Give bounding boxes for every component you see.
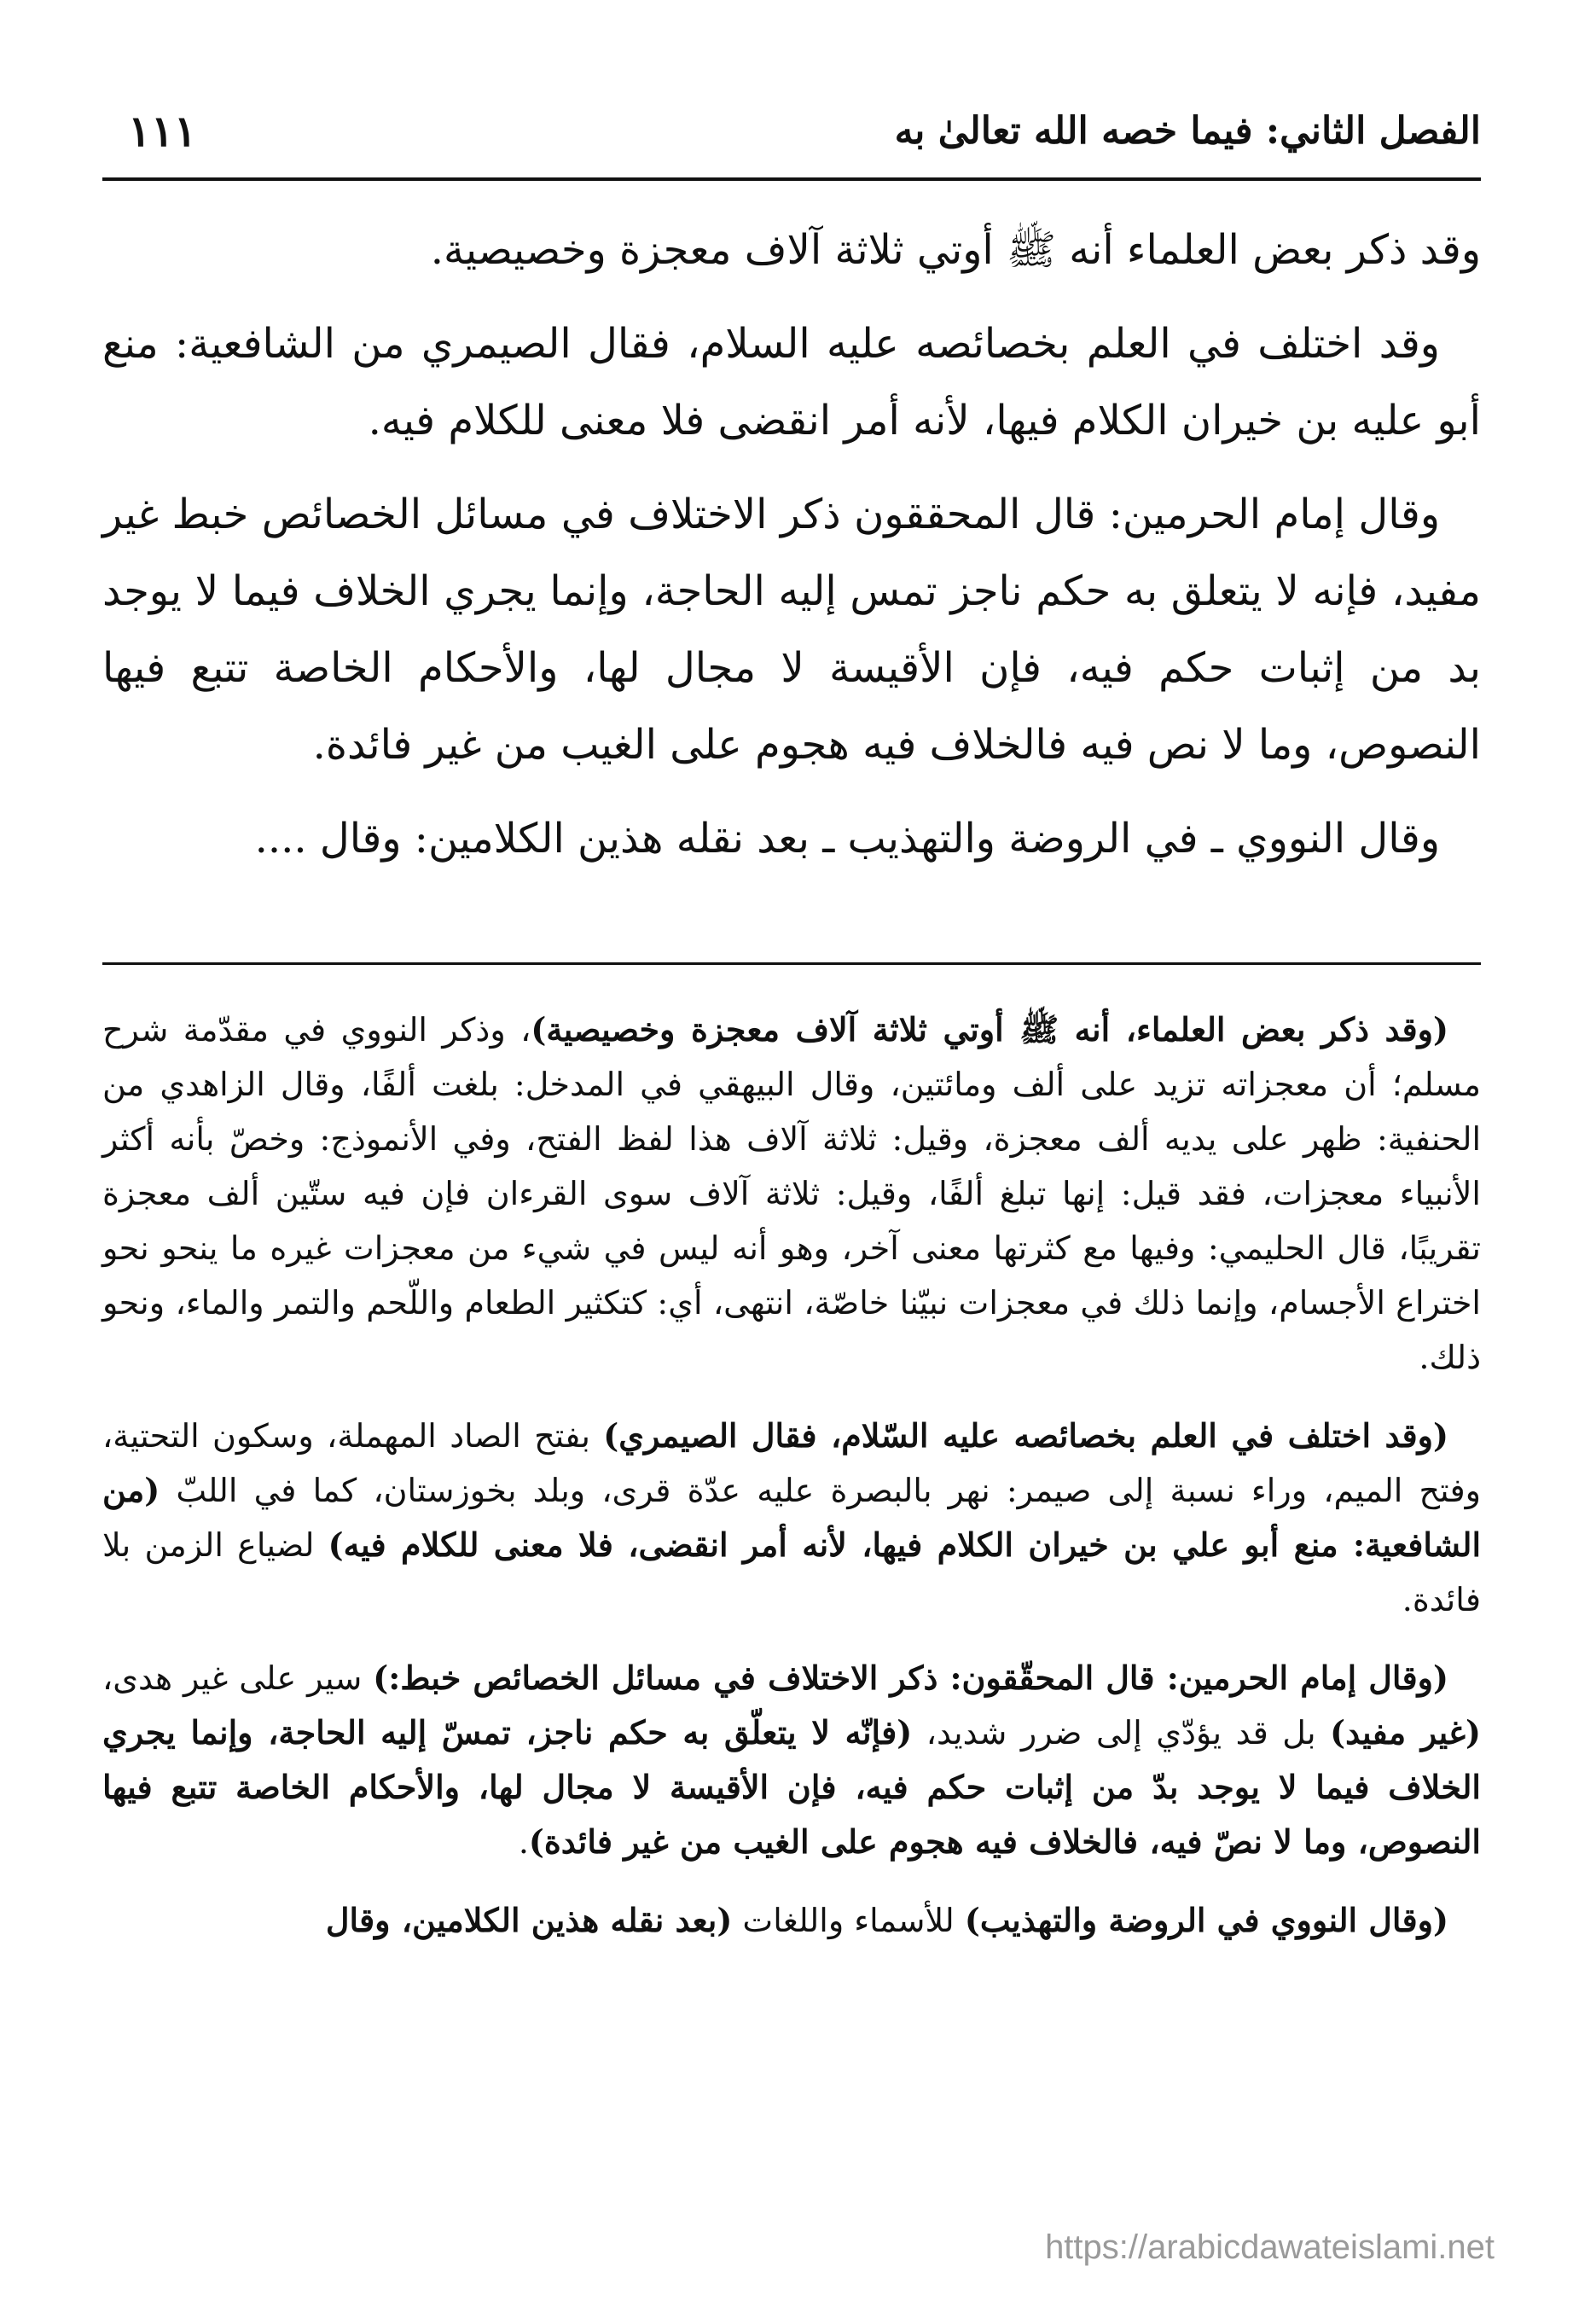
explanation-text: ، وذكر النووي في مقدّمة شرح مسلم؛ أن معجزاته تزيد على ألف ومائتين، وقال البيهقي في المدخل: بلغت ألفًا، وقال الزاهدي من الحنفية: ظهر على يديه ألف معجزة، وقيل: ثلاثة آلاف هذا لفظ الفتح، وفي الأنموذج: وخصّ بأنه أكثر الأنبياء معجزات، فقد قيل: إنها تبلغ ألفًا، وقيل: ثلاثة آلاف سوى القرءان فإن فيه ستّين ألف معجزة تقريبًا، قال الحليمي: وفيها مع كثرتها معنى آخر، وهو أنه ليس في شيء من معجزات غيره ما ينحو نحو اختراع الأجسام، وإنما ذلك في معجزات نبيّنا خاصّة، انتهى، أي: كتكثير الطعام واللّحم والتمر والماء، ونحو ذلك. <box>102 1011 1481 1376</box>
quoted-text: (وقال إمام الحرمين: قال المحقّقون: ذكر الاختلاف في مسائل الخصائص خبط:) <box>373 1659 1448 1697</box>
explanation-text: . <box>518 1823 529 1861</box>
quoted-text: (غير مفيد) <box>1330 1713 1481 1752</box>
quoted-text: (وقد اختلف في العلم بخصائصه عليه السّلام، فقال الصيمري) <box>603 1416 1448 1455</box>
quoted-text: (وقال النووي في الروضة والتهذيب) <box>964 1901 1448 1939</box>
explanation-text: بفتح الصاد المهملة، وسكون التحتية، وفتح الميم، وراء نسبة إلى صيمر: نهر بالبصرة عليه عدّة قرى، وبلد بخوزستان، كما في اللبّ <box>102 1417 1481 1509</box>
explanation-text: للأسماء واللغات <box>732 1902 965 1939</box>
explanation-text: سير على غير هدى، <box>102 1659 374 1697</box>
explanation-text: بل قد يؤدّي إلى ضرر شديد، <box>912 1714 1331 1752</box>
commentary <box>102 1002 1481 1972</box>
quoted-text: (بعد نقله هذين الكلامين، وقال <box>325 1901 733 1939</box>
explanation-text: لضياع الزمن بلا فائدة. <box>102 1526 1481 1618</box>
main-paragraph: وقال إمام الحرمين: قال المحققون ذكر الاختلاف في مسائل الخصائص خبط غير مفيد، فإنه لا يتعلق به حكم ناجز تمس إليه الحاجة، وإنما يجري الخلاف فيما لا يوجد بد من إثبات حكم فيه، فإن الأقيسة لا مجال لها، والأحكام الخاصة تتبع فيها النصوص، وما لا نص فيه فالخلاف فيه هجوم على الغيب من غير فائدة. <box>102 491 1482 769</box>
header-rule <box>102 177 1481 181</box>
main-text <box>102 212 1481 894</box>
main-paragraph: وقد ذكر بعض العلماء أنه ﷺ أوتي ثلاثة آلاف معجزة وخصيصية. <box>430 226 1481 274</box>
page-number: ١١١ <box>128 106 197 156</box>
quoted-text: (فإنّه لا يتعلّق به حكم ناجز، تمسّ إليه الحاجة، وإنما يجري الخلاف فيما لا يوجد بدّ من إثبات حكم فيه، فإن الأقيسة لا مجال لها، والأحكام الخاصة تتبع فيها النصوص، وما لا نصّ فيه، فالخلاف فيه هجوم على الغيب من غير فائدة) <box>102 1713 1481 1861</box>
main-paragraph: وقد اختلف في العلم بخصائصه عليه السلام، فقال الصيمري من الشافعية: منع أبو عليه بن خيران الكلام فيها، لأنه أمر انقضى فلا معنى للكلام فيه. <box>102 320 1481 444</box>
page-header <box>128 102 1481 179</box>
commentary-divider <box>102 962 1481 965</box>
quoted-text: (وقد ذكر بعض العلماء، أنه ﷺ أوتي ثلاثة آلاف معجزة وخصيصية) <box>531 1010 1448 1049</box>
chapter-title: الفصل الثاني: فيما خصه الله تعالىٰ به <box>894 109 1481 153</box>
commentary-paragraph <box>102 1409 1481 1627</box>
quoted-text: (من الشافعية: منع أبو علي بن خيران الكلام فيها، لأنه أمر انقضى، فلا معنى للكلام فيه) <box>102 1471 1481 1564</box>
source-watermark: https://arabicdawateislami.net <box>1045 2228 1495 2266</box>
commentary-paragraph <box>102 1893 1481 1948</box>
commentary-paragraph <box>102 1651 1481 1869</box>
commentary-paragraph <box>102 1002 1481 1385</box>
main-paragraph: وقال النووي ـ في الروضة والتهذيب ـ بعد نقله هذين الكلامين: وقال .... <box>254 815 1440 863</box>
